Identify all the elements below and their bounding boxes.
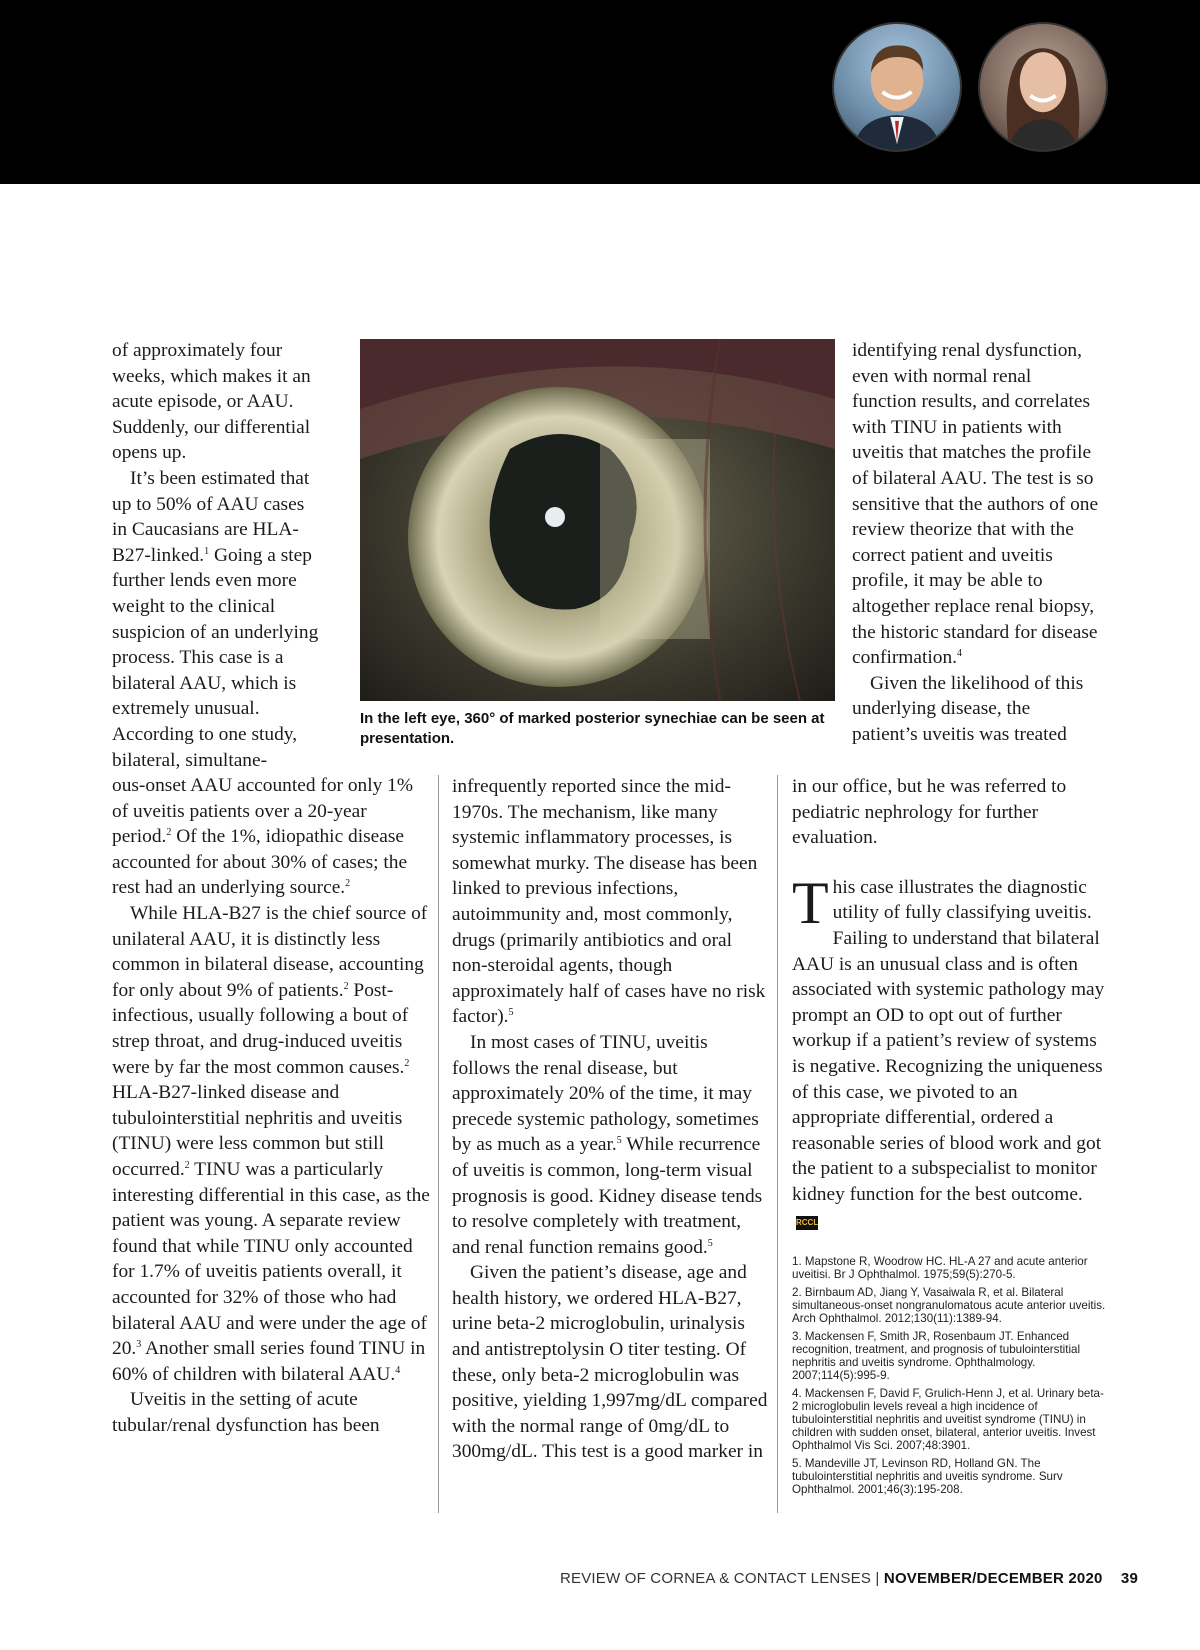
author-photo-1	[832, 22, 962, 152]
references-list	[792, 1255, 1108, 1501]
reference-item: 3. Mackensen F, Smith JR, Rosenbaum JT. Enhanced recognition, treatment, and prognosis of tubulointerstitial nephritis and uveitis syndrome. Ophthalmology. 2007;114(5):995-9.	[792, 1330, 1081, 1382]
column-1	[112, 338, 430, 1439]
citation: 2	[184, 1160, 190, 1171]
publication-name: REVIEW OF CORNEA & CONTACT LENSES |	[559, 1570, 880, 1587]
header-banner	[0, 0, 1200, 184]
column-divider	[438, 775, 439, 1513]
citation: 5	[616, 1135, 622, 1147]
citation: 2	[404, 1057, 410, 1069]
paragraph: in our office, but he was referred to pediatric nephrology for further evaluation.	[792, 776, 1067, 849]
paragraph: Given the patient’s disease, age and health history, we ordered HLA-B27, urine beta-2 microglobulin, urinalysis and antistreptolysin O titer testing. Of these, only beta-2 microglobulin was positive, yielding 1,997mg/dL compared with the normal range of 0mg/dL to 300mg/dL. This test is a good marker in	[452, 1262, 768, 1463]
paragraph: ous-onset AAU accounted for only 1% of uveitis patients over a 20-year period.	[112, 775, 414, 848]
reference-item: 4. Mackensen F, David F, Grulich-Henn J, et al. Urinary beta-2 microglobulin levels reveal a high incidence of tubulointerstitial nephritis and uveitist syndrome (TINU) in children with sudden onset, bilateral, anterior uveitis. Invest Ophthalmol Vis Sci. 2007;48:3901.	[792, 1387, 1104, 1452]
drop-cap: T	[792, 869, 829, 936]
column-2	[452, 774, 768, 1465]
paragraph: TINU was a particularly interesting differential in this case, as the patient was young. A separate review found that while TINU only accounted for 1.7% of uveitis patients overall, it accounted for 32% of those who had bilateral AAU and were under the age of 20.	[112, 1159, 430, 1360]
paragraph: In most cases of TINU, uveitis follows the renal disease, but approximately 20% of the time, it may precede systemic pathology, sometimes by as much as a year.	[452, 1031, 759, 1156]
end-mark-icon: RCCL	[796, 1216, 818, 1230]
citation: 2	[166, 827, 172, 839]
citation: 5	[508, 1007, 514, 1019]
citation: 4	[957, 648, 963, 660]
citation: 2	[343, 980, 349, 992]
citation: 3	[136, 1339, 142, 1351]
paragraph: While HLA-B27 is the chief source of unilateral AAU, it is distinctly less common in bilateral disease, accounting for only about 9% of patients.	[112, 903, 428, 1001]
person-icon	[834, 24, 960, 150]
paragraph: It’s been estimated that up to 50% of AAU cases in Caucasians are HLA-B27-linked.	[112, 467, 310, 566]
citation: 4	[395, 1364, 401, 1376]
column-divider	[777, 775, 778, 1513]
issue-date: NOVEMBER/DECEMBER 2020	[883, 1570, 1103, 1587]
paragraph: Post-infectious, usually following a bout of strep throat, and drug-induced uveitis were by far the most common causes.	[112, 979, 409, 1078]
paragraph: HLA-B27-linked disease and tubulointerstitial nephritis and uveitis (TINU) were less common but still occurred.	[112, 1082, 403, 1180]
paragraph: identifying renal dysfunction, even with normal renal function results, and correlates with TINU in patients with uveitis that matches the profile of bilateral AAU. The test is so sensitive that the authors of one review theorize that with the correct patient and uveitis profile, it may be able to altogether replace renal biopsy, the historic standard for disease confirmation.	[852, 340, 1099, 669]
citation: 1	[204, 545, 210, 557]
figure-caption: In the left eye, 360° of marked posterior synechiae can be seen at presentation.	[360, 710, 825, 747]
paragraph: his case illustrates the diagnostic utility of fully classifying uveitis. Failing to understand that bilateral AAU is an unusual class and is often associated with systemic pathology may prompt an OD to opt out of further workup if a patient’s review of systems is negative. Recognizing the uniqueness of this case, we pivoted to an appropriate differential, ordered a reasonable series of blood work and got the patient to a subspecialist to monitor kidney function for the best outcome.	[792, 876, 1105, 1205]
paragraph: Of the 1%, idiopathic disease accounted for about 30% of cases; the rest had an underlying source.	[112, 826, 408, 899]
reference-item: 2. Birnbaum AD, Jiang Y, Vasaiwala R, et al. Bilateral simultaneous-onset nongranulomatous acute anterior uveitis. Arch Ophthalmol. 2012;130(11):1389-94.	[792, 1286, 1106, 1325]
column-1-top	[112, 338, 322, 773]
page-number: 39	[1120, 1570, 1138, 1587]
reference-item: 1. Mapstone R, Woodrow HC. HL-A 27 and acute anterior uveitisi. Br J Ophthalmol. 1975;59(5):270-5.	[792, 1255, 1088, 1281]
person-icon	[980, 24, 1106, 150]
paragraph: While recurrence of uveitis is common, long-term visual prognosis is good. Kidney disease tends to resolve completely with treatment, and renal function remains good.	[452, 1134, 763, 1258]
paragraph: Another small series found TINU in 60% of children with bilateral AAU.	[112, 1338, 426, 1385]
page-footer	[560, 1570, 1138, 1587]
paragraph: Given the likelihood of this underlying disease, the patient’s uveitis was treated	[852, 672, 1084, 745]
paragraph: Going a step further lends even more weight to the clinical suspicion of an underlying process. This case is a bilateral AAU, which is extremely unusual. According to one study, bilateral, simultane-	[112, 544, 319, 771]
eye-photo	[360, 339, 835, 701]
column-3	[792, 774, 1107, 1233]
citation: 5	[707, 1237, 713, 1249]
paragraph: Uveitis in the setting of acute tubular/renal dysfunction has been	[112, 1389, 380, 1436]
paragraph: of approximately four weeks, which makes it an acute episode, or AAU. Suddenly, our differential opens up.	[112, 340, 311, 464]
eye-image-icon	[360, 339, 835, 701]
paragraph: infrequently reported since the mid-1970s. The mechanism, like many systemic inflammatory processes, is somewhat murky. The disease has been linked to previous infections, autoimmunity and, most commonly, drugs (primarily antibiotics and oral non-steroidal agents, though approximately half of cases have no risk factor).	[452, 776, 766, 1028]
citation: 2	[345, 878, 351, 890]
reference-item: 5. Mandeville JT, Levinson RD, Holland GN. The tubulointerstitial nephritis and uveitis syndrome. Surv Ophthalmol. 2001;46(3):195-208.	[792, 1457, 1063, 1496]
column-3-top	[852, 338, 1100, 748]
author-photo-2	[978, 22, 1108, 152]
